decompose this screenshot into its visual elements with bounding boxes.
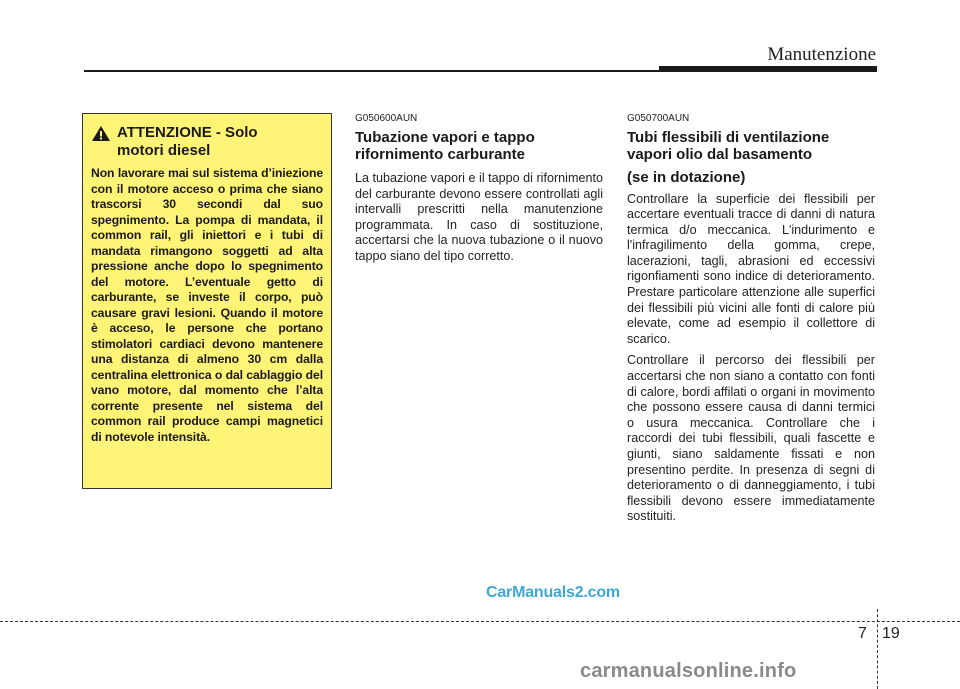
header-rule: [84, 70, 659, 72]
warning-triangle-icon: [91, 125, 111, 142]
warning-heading-main: ATTENZIONE -: [117, 124, 221, 141]
section-title: Tubi flessibili di ventilazione vapori olio dal basamento: [627, 129, 830, 163]
warning-box: [82, 113, 332, 489]
footer-rule: [0, 621, 960, 622]
watermark-carmanualsonline[interactable]: carmanualsonline.info: [580, 660, 797, 682]
warning-heading-sub: Solo: [220, 124, 258, 141]
warning-body: Non lavorare mai sul sistema d’iniezione con il motore acceso o prima che siano trascorsi 30 secondi dal suo spegnimento. La pompa di mandata, il common rail, gli iniettori e i tubi di mandata rimangono soggetti ad alta pressione anche dopo lo spegnimento del motore. L’eventuale getto di carburante, se investe il corpo, può causare gravi lesioni. Quando il motore è acceso, le persone che portano stimolatori cardiaci devono mantenere una distanza di almeno 30 cm dalla centralina elettronica o dal cablaggio del vano motore, dal momento che l’alta corrente presente nel sistema del common rail produce campi magnetici di notevole intensità.: [91, 166, 323, 444]
section-paragraph: La tubazione vapori e il tappo di rifornimento del carburante devono essere controllati agli intervalli prescritti nella manutenzione programmata. In caso di sostituzione, accertarsi che la nuova tubazione o il nuovo tappo siano del tipo corretto.: [355, 171, 603, 263]
section-crankcase-hoses: [627, 113, 875, 525]
section-subtitle: (se in dotazione): [627, 169, 746, 186]
section-title: Tubazione vapori e tappo rifornimento carburante: [355, 129, 535, 163]
section-paragraph-1: Controllare la superficie dei flessibili per accertare eventuali tracce di danni di natura termica d/o meccanica. L'indurimento e l'infragilimento della gomma, crepe, lacerazioni, tagli, abrasioni ed eccessivi rigonfiamenti sono indice di deterioramento. Prestare particolare attenzione alle superfici dei flessibili più vicini alle fonti di calore più elevate, come ad esempio il collettore di scarico.: [627, 191, 875, 346]
watermark-carmanuals2[interactable]: CarManuals2.com: [486, 584, 620, 601]
page-header-title: Manutenzione: [767, 44, 876, 65]
section-fuel-vapor: [355, 113, 603, 265]
section-paragraph-2: Controllare il percorso dei flessibili per accertarsi che non siano a contatto con fonti di calore, bordi affilati o organi in movimento che possono essere causa di danni termici o usura meccanica. Controllare che i raccordi dei tubi flessibili, quali fascette e giunti, siano saldamente fissati e non presentino perdite. In presenza di segni di deterioramento o di danneggiamento, i tubi flessibili devono essere immediatamente sostituiti.: [627, 353, 875, 524]
section-code: G050600AUN: [355, 113, 418, 124]
page-number: 19: [882, 625, 900, 642]
page-number-divider: [877, 609, 878, 689]
header-rule-accent: [659, 66, 877, 72]
chapter-number: 7: [858, 625, 867, 642]
warning-heading-line2: motori diesel: [117, 142, 211, 159]
warning-heading: [91, 124, 323, 160]
section-code: G050700AUN: [627, 113, 690, 124]
